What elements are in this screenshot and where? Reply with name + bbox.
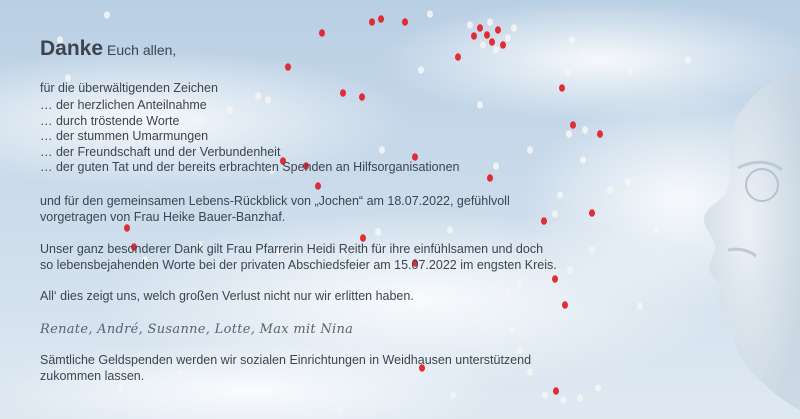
- list-item: … durch tröstende Worte: [40, 113, 180, 128]
- heading-rest: Euch allen,: [107, 42, 177, 58]
- paragraph-thanks-pastor: [40, 242, 557, 273]
- signature-names: Renate, André, Susanne, Lotte, Max mit Nina: [40, 322, 354, 337]
- paragraph-line: Sämtliche Geldspenden werden wir sozialen Einrichtungen in Weidhausen unterstützend: [40, 353, 532, 367]
- heading: [40, 37, 176, 61]
- paragraph-line: Unser ganz besonderer Dank gilt Frau Pfarrerin Heidi Reith für ihre einfühlsamen und doch: [40, 242, 544, 256]
- intro-text: für die überwältigenden Zeichen: [40, 81, 218, 95]
- list-item: … der guten Tat und der bereits erbrachten Spenden an Hilfsorganisationen: [40, 160, 460, 175]
- list-item: … der Freundschaft und der Verbundenheit: [40, 144, 281, 159]
- paragraph-line: vorgetragen von Frau Heike Bauer-Banzhaf.: [40, 209, 286, 224]
- heading-word: Danke: [40, 37, 104, 60]
- paragraph-loss: All‘ dies zeigt uns, welch großen Verlust nicht nur wir erlitten haben.: [40, 289, 414, 303]
- paragraph-line: und für den gemeinsamen Lebens-Rückblick von „Jochen“ am 18.07.2022, gefühlvoll: [40, 194, 510, 208]
- paragraph-review: [40, 194, 510, 225]
- list-item: … der herzlichen Anteilnahme: [40, 98, 207, 112]
- gratitude-list: [40, 98, 460, 176]
- paragraph-line: so lebensbejahenden Worte bei der privaten Abschiedsfeier am 15.07.2022 im engsten Kreis.: [40, 257, 557, 272]
- paragraph-line: zukommen lassen.: [40, 368, 145, 383]
- list-item: … der stummen Umarmungen: [40, 129, 209, 144]
- donation-note: [40, 353, 531, 384]
